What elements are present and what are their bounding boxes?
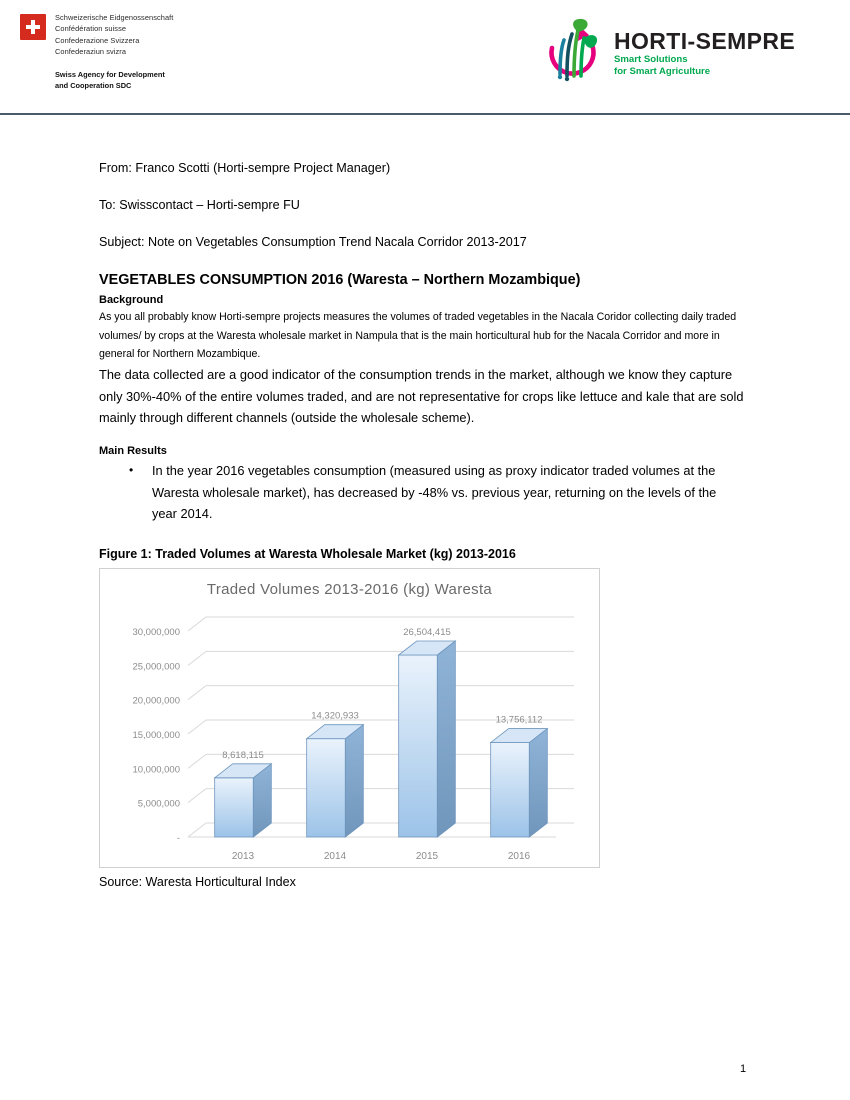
- chart-title: Traded Volumes 2013-2016 (kg) Waresta: [206, 581, 493, 599]
- horti-sempre-plant-icon: [540, 18, 608, 88]
- swiss-cross-icon: [20, 14, 46, 40]
- swiss-logo-text: [55, 12, 173, 91]
- horti-sempre-tagline-1: Smart Solutions: [614, 53, 688, 65]
- bar-front-face: [307, 739, 346, 837]
- x-axis-tick-label: 2014: [323, 851, 347, 863]
- chart-traded-volumes: [99, 568, 600, 868]
- background-paragraph-small: As you all probably know Horti-sempre projects measures the volumes of traded vegetables in the Nacala Coridor collecting daily traded volumes/ by crops at the Waresta wholesale market in Nampula that is the main horticultural hub for the Nacala Corridor and more in general for Northern Mozambique.: [99, 311, 737, 361]
- background-heading: Background: [99, 294, 164, 306]
- bar-data-label: 26,504,415: [403, 627, 451, 639]
- depth-edge: [188, 755, 206, 769]
- bar-column: [491, 729, 548, 837]
- depth-edge: [188, 720, 206, 734]
- bar-data-label: 13,756,112: [495, 714, 543, 726]
- bar-front-face: [215, 778, 254, 837]
- horti-sempre-tagline-2: for Smart Agriculture: [614, 66, 711, 77]
- swiss-confederation-logo: [20, 12, 173, 91]
- depth-edge: [188, 617, 206, 631]
- memo-from: From: Franco Scotti (Horti-sempre Project Manager): [99, 161, 391, 175]
- depth-edge: [188, 686, 206, 700]
- memo-subject: Subject: Note on Vegetables Consumption Trend Nacala Corridor 2013-2017: [99, 235, 527, 249]
- bar-front-face: [399, 655, 438, 837]
- depth-edge: [188, 823, 206, 837]
- content-spacer: [99, 428, 744, 444]
- header-divider: [0, 113, 850, 115]
- background-paragraph-large: The data collected are a good indicator of the consumption trends in the market, although we know they capture only 30%-40% of the entire volumes traded, and are not representative for crops like lettuce and kale that are sold mainly through different channels (outside the wholesale scheme).: [99, 367, 744, 425]
- swiss-agency-name: [55, 69, 173, 91]
- main-results-list: [99, 460, 744, 524]
- x-axis-tick-label: 2013: [231, 851, 255, 863]
- bar-side-face: [437, 641, 455, 837]
- depth-edge: [188, 789, 206, 803]
- horti-sempre-name: HORTI-SEMPRE: [614, 27, 796, 54]
- main-results-heading: Main Results: [99, 445, 167, 458]
- y-axis-tick-label: 20,000,000: [132, 695, 180, 707]
- document-body: [99, 160, 744, 890]
- page-header: [0, 0, 850, 112]
- swiss-agency-line1: Swiss Agency for Development: [55, 69, 165, 79]
- y-axis-tick-label: 15,000,000: [132, 730, 180, 742]
- bar-column: [215, 764, 272, 837]
- depth-edge: [188, 652, 206, 666]
- figure-caption: Figure 1: Traded Volumes at Waresta Wholesale Market (kg) 2013-2016: [99, 547, 516, 562]
- bar-column: [307, 725, 364, 837]
- y-axis-tick-label: 25,000,000: [132, 661, 180, 673]
- y-axis-tick-label: 5,000,000: [137, 798, 180, 810]
- swiss-language-de: Schweizerische Eidgenossenschaft: [55, 13, 174, 22]
- swiss-language-it: Confederazione Svizzera: [55, 35, 140, 45]
- bar-data-label: 8,618,115: [222, 750, 264, 762]
- bar-front-face: [491, 743, 530, 837]
- bar-side-face: [345, 725, 363, 837]
- page-number: 1: [740, 1063, 747, 1075]
- y-axis-tick-label: 10,000,000: [132, 764, 180, 776]
- y-axis-tick-label: 30,000,000: [132, 627, 180, 639]
- page-title: VEGETABLES CONSUMPTION 2016 (Waresta – Northern Mozambique): [99, 272, 581, 288]
- swiss-language-fr: Confédération suisse: [55, 24, 127, 34]
- chart-canvas: [100, 569, 599, 867]
- bar-side-face: [529, 729, 547, 837]
- x-axis-tick-label: 2015: [415, 851, 439, 863]
- y-axis-tick-label: -: [176, 833, 180, 845]
- bar-data-label: 14,320,933: [311, 710, 359, 722]
- memo-to: To: Swisscontact – Horti-sempre FU: [99, 198, 300, 212]
- horti-sempre-wordmark: [614, 29, 795, 78]
- list-item: [99, 460, 744, 524]
- swiss-agency-line2: and Cooperation SDC: [55, 80, 132, 90]
- figure-source: Source: Waresta Horticultural Index: [99, 875, 296, 890]
- swiss-language-rm: Confederaziun svizra: [55, 47, 127, 57]
- horti-sempre-logo: [540, 18, 795, 88]
- bullet-point-icon: •: [129, 463, 134, 478]
- x-axis-tick-label: 2016: [507, 851, 531, 863]
- bar-column: [399, 641, 456, 837]
- list-item-text: In the year 2016 vegetables consumption (measured using as proxy indicator traded volumes at the Waresta wholesale market), has decreased by -48% vs. previous year, returning on the levels of the year 2014.: [152, 463, 717, 521]
